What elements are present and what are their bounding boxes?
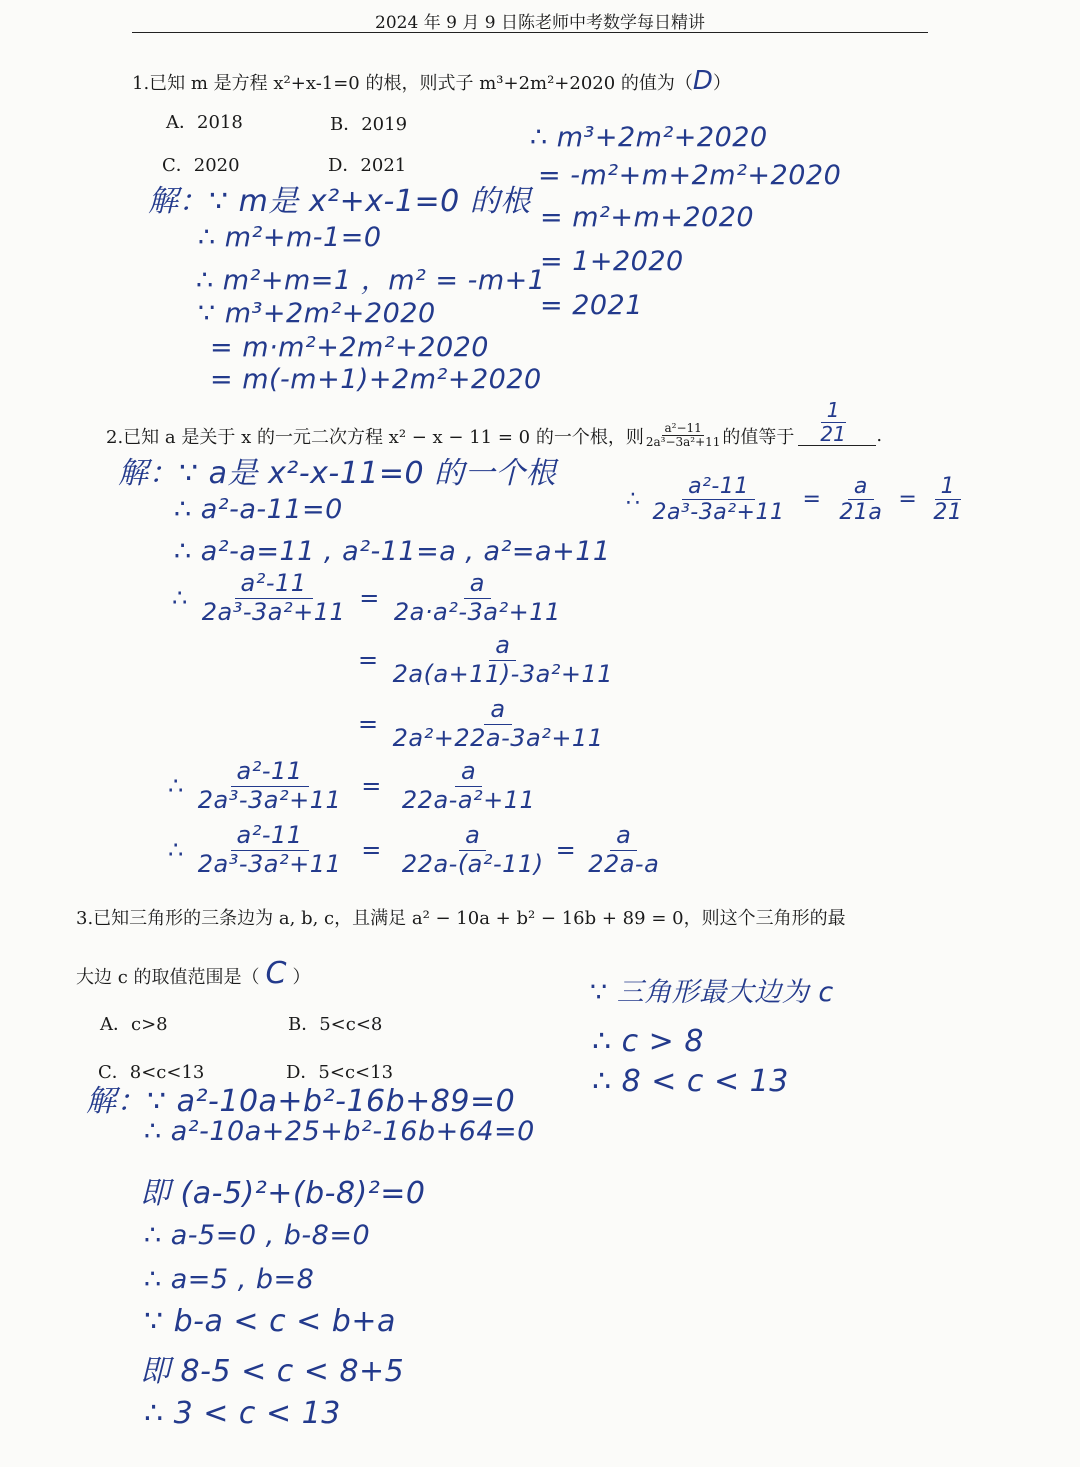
q1-work-line-2: ∴ m²+m-1=0 <box>198 222 382 253</box>
q1-option-b: B．2019 <box>330 114 408 135</box>
q2-right-result <box>927 474 968 526</box>
q2-stem-fraction <box>644 422 723 449</box>
q2-lhs-den-3: 2a³-3a²+11 <box>197 849 342 878</box>
q2-equals-1: = <box>359 584 380 613</box>
header-rule <box>132 32 928 33</box>
q3-work-line-8: ∴ 3 < c < 13 <box>144 1396 341 1431</box>
q3-work-line-7: 即 8-5 < c < 8+5 <box>140 1354 405 1389</box>
q2-therefore-2: ∴ <box>168 772 184 801</box>
q3-stem-close: ） <box>292 967 311 988</box>
q2-equals-4: = <box>361 772 382 801</box>
q3-work-line-4: ∴ a-5=0 , b-8=0 <box>144 1220 371 1251</box>
q2-step-4-den: 22a-a²+11 <box>401 785 536 814</box>
q2-step-1-den: 2a·a²-3a²+11 <box>393 597 561 626</box>
q2-lhs-den-2: 2a³-3a²+11 <box>197 785 342 814</box>
q2-step-6-den: 22a-a <box>588 849 660 878</box>
q2-step-4-num: a <box>455 758 482 787</box>
q3-right-line-2: ∴ c > 8 <box>592 1024 704 1059</box>
q2-answer-blank <box>798 398 876 447</box>
q1-stem-text: 1.已知 m 是方程 x²+x-1=0 的根，则式子 m³+2m²+2020 的值为（ <box>132 73 693 94</box>
q2-right-equals-1: = <box>802 487 822 513</box>
q2-equals-3: = <box>358 710 379 739</box>
q2-right-work <box>626 474 968 526</box>
q2-equals-2: = <box>358 646 379 675</box>
q2-lhs-num: a²-11 <box>235 570 313 599</box>
q2-stem <box>106 398 883 450</box>
q2-right-mid <box>833 474 888 526</box>
q2-step-2 <box>387 632 619 688</box>
q2-chain-row-3 <box>358 696 609 752</box>
q2-chain-row-1 <box>172 570 567 626</box>
q1-answer: D <box>692 66 713 96</box>
q2-right-res-num: 1 <box>935 474 962 500</box>
q2-step-6-num: a <box>610 822 637 851</box>
q2-chain-row-2 <box>358 632 619 688</box>
page-header-title: 2024 年 9 月 9 日陈老师中考数学每日精讲 <box>375 13 705 33</box>
q2-stem-text-a: 2.已知 a 是关于 x 的一元二次方程 x² − x − 11 = 0 的一个根，则 <box>106 426 644 448</box>
q2-chain-row-4 <box>168 758 541 814</box>
q2-right-mid-num: a <box>848 474 874 500</box>
q3-right-line-3: ∴ 8 < c < 13 <box>592 1064 789 1099</box>
q2-chain-row-5 <box>168 822 665 878</box>
q1-right-line-4: = 1+2020 <box>540 246 684 277</box>
q2-right-lhs-num: a²-11 <box>682 474 755 500</box>
q3-work-line-3: 即 (a-5)²+(b-8)²=0 <box>140 1176 426 1211</box>
q1-option-d: D．2021 <box>328 155 407 176</box>
q2-lhs-fraction-2 <box>192 758 348 814</box>
q3-stem-line-1: 3.已知三角形的三条边为 a, b, c，且满足 a² − 10a + b² − 16b + 89 = 0，则这个三角形的最 <box>76 908 846 929</box>
q2-answer-den: 21 <box>820 422 846 447</box>
q3-work-line-5: ∴ a=5 , b=8 <box>144 1264 315 1295</box>
q2-work-line-3: ∴ a²-a=11 , a²-11=a , a²=a+11 <box>174 536 611 567</box>
q2-stem-frac-num: a²−11 <box>664 421 702 435</box>
q1-option-a: A．2018 <box>166 112 243 133</box>
q2-step-3-den: 2a²+22a-3a²+11 <box>392 723 604 752</box>
q2-therefore-3: ∴ <box>168 836 184 865</box>
q2-right-equals-2: = <box>898 487 918 513</box>
q3-answer: C <box>265 956 287 991</box>
q1-work-line-1: 解：∵ m是 x²+x-1=0 的根 <box>148 184 531 219</box>
q2-right-lhs-den: 2a³-3a²+11 <box>652 500 785 526</box>
q2-lhs-fraction-3 <box>192 822 348 878</box>
q3-stem-line-2 <box>76 956 310 991</box>
q3-option-a: A．c>8 <box>100 1014 168 1035</box>
q3-stem-line-2-text: 大边 c 的取值范围是（ <box>76 967 260 988</box>
q2-equals-6: = <box>555 836 577 865</box>
q2-stem-frac-den: 2a³−3a²+11 <box>645 435 721 450</box>
q2-equals-5: = <box>361 836 382 865</box>
q1-work-line-3: ∴ m²+m=1 ，m² = -m+1 <box>196 265 546 296</box>
q2-right-lhs <box>647 474 791 526</box>
q1-option-c: C．2020 <box>162 155 240 176</box>
q2-work-line-2: ∴ a²-a-11=0 <box>174 494 343 525</box>
q2-step-1-num: a <box>464 570 491 599</box>
q2-answer-num: 1 <box>821 399 846 423</box>
q3-option-c: C．8<c<13 <box>98 1062 205 1083</box>
q1-work-line-5: = m·m²+2m²+2020 <box>210 332 489 363</box>
q1-right-line-3: = m²+m+2020 <box>540 202 755 233</box>
q2-stem-text-b: 的值等于 <box>722 426 795 448</box>
q1-right-line-5: = 2021 <box>540 290 643 321</box>
q2-right-mid-den: 21a <box>839 500 883 526</box>
q2-step-6 <box>582 822 665 878</box>
q2-lhs-fraction <box>196 570 352 626</box>
q2-lhs-num-3: a²-11 <box>231 822 309 851</box>
q2-step-5-den: 22a-(a²-11) <box>401 849 544 878</box>
q2-work-line-1: 解：∵ a是 x²-x-11=0 的一个根 <box>118 456 557 491</box>
q2-answer <box>814 399 851 446</box>
q2-step-2-den: 2a(a+11)-3a²+11 <box>392 659 614 688</box>
q3-option-d: D．5<c<13 <box>286 1062 394 1083</box>
q1-stem <box>132 66 731 96</box>
q2-lhs-den: 2a³-3a²+11 <box>201 597 346 626</box>
q2-step-1 <box>388 570 567 626</box>
q2-stem-end: . <box>876 425 883 447</box>
q2-step-5-num: a <box>459 822 486 851</box>
q3-right-line-1: ∵ 三角形最大边为 c <box>590 977 834 1008</box>
q2-step-3-num: a <box>484 696 511 725</box>
q2-lhs-num-2: a²-11 <box>231 758 309 787</box>
q3-work-line-1: 解：∵ a²-10a+b²-16b+89=0 <box>86 1084 516 1119</box>
q1-stem-close: ） <box>712 73 731 94</box>
q1-work-line-4: ∵ m³+2m²+2020 <box>198 298 436 329</box>
q2-step-4 <box>396 758 541 814</box>
q2-therefore-1: ∴ <box>172 584 188 613</box>
q2-right-therefore: ∴ <box>626 487 641 513</box>
q1-right-line-2: = -m²+m+2m²+2020 <box>538 160 842 191</box>
q1-work-line-6: = m(-m+1)+2m²+2020 <box>210 364 542 395</box>
q3-work-line-6: ∵ b-a < c < b+a <box>144 1304 396 1339</box>
q3-work-line-2: ∴ a²-10a+25+b²-16b+64=0 <box>144 1116 535 1147</box>
q2-step-5 <box>396 822 550 878</box>
q2-right-res-den: 21 <box>933 500 963 526</box>
q2-step-2-num: a <box>489 632 516 661</box>
q1-right-line-1: ∴ m³+2m²+2020 <box>530 122 768 153</box>
q3-option-b: B．5<c<8 <box>288 1014 383 1035</box>
q2-step-3 <box>387 696 610 752</box>
